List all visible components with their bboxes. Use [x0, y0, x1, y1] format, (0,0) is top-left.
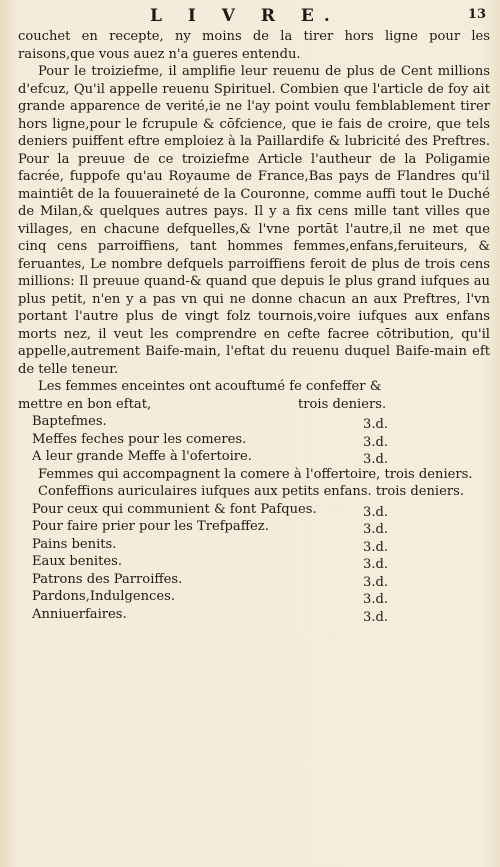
paragraph-continuation: couchet en recepte, ny moins de la tirer hors ligne pour les raisons,que vous auez n'a gueres entendu.	[18, 29, 490, 62]
fee-label: Meffes feches pour les comeres.	[32, 431, 247, 447]
fee-entry	[18, 588, 490, 606]
running-head	[0, 6, 500, 28]
fee-price: 3.d.	[363, 574, 389, 590]
fee-label: A leur grande Meffe à l'ofertoire.	[32, 449, 252, 464]
fee-price: 3.d.	[363, 609, 389, 625]
fee-price: 3.d.	[363, 452, 389, 467]
fee-label: Pardons,Indulgences.	[32, 589, 176, 604]
fee-entry	[18, 448, 490, 466]
fee-entry	[18, 606, 490, 624]
fee-label: Anniuerfaires.	[32, 606, 127, 622]
intro-right: trois deniers.	[298, 396, 387, 412]
fee-label: Eaux benites.	[32, 554, 122, 569]
fee-label: Patrons des Parroiffes.	[32, 571, 183, 587]
fee-label: Pour ceux qui communient & font Pafques.	[32, 501, 317, 517]
paragraph-confessions: Confeffions auriculaires iufques aux petits enfans. trois deniers.	[38, 484, 464, 499]
fee-label: Pains benits.	[32, 536, 117, 552]
paragraph-femmes: Femmes qui accompagnent la comere à l'offertoire, trois deniers.	[38, 466, 473, 482]
fee-entry	[18, 536, 490, 554]
fee-entry	[18, 413, 490, 431]
fee-price: 3.d.	[363, 539, 389, 555]
fee-price: 3.d.	[363, 557, 389, 572]
fee-price: 3.d.	[363, 592, 389, 607]
fee-list-a	[18, 413, 490, 466]
intro-left: mettre en bon eftat,	[18, 396, 152, 412]
fee-entry	[18, 501, 490, 519]
paragraph-third-point: Pour le troiziefme, il amplifie leur reuenu de plus de Cent millions d'efcuz, Qu'il appelle reuenu Spirituel. Combien que l'article de foy ait grande apparence de verité,ie ne l'ay point voulu femblablement tirer hors ligne,pour le fcrupule & cōfcience, que ie fais de croire, que tels deniers puiffent eftre emploiez à la Paillardife & lubricité des Preftres. Pour la preuue de ce troiziefme Article l'autheur de la Poligamie facrée, fuppofe qu'au Royaume de France,Bas pays de Flandres qu'il maintiêt de la fouueraineté de la Couronne, comme auffi tout le Duché de Milan,& quelques autres pays. Il y a fix cens mille tant villes que villages, en chacune defquelles,& l'vne portāt l'autre,il ne met que cinq cens parroiffiens, tant hommes femmes,enfans,feruiteurs, & feruantes, Le nombre defquels parroiffiens feroit de plus de trois cens millions: Il preuue quand-& quand que depuis le plus grand iufques au plus petit, n'en y a pas vn qui ne donne chacun an aux Preftres, l'vn portant l'autre plus de vingt folz tournois,voire iufques aux enfans morts nez, il veut les comprendre en cefte facree cōtribution, qu'il appelle,autrement Baife-main, l'eftat du reuenu duquel Baife-main eft de telle teneur.	[18, 64, 490, 377]
intro-line: Les femmes enceintes ont acouftumé fe confeffer &	[38, 379, 382, 394]
fee-entry	[18, 553, 490, 571]
running-title: L I V R E.	[150, 6, 340, 26]
fee-entry	[18, 571, 490, 589]
fee-list-b	[18, 501, 490, 624]
fee-price: 3.d.	[363, 504, 389, 520]
fee-label: Pour faire prier pour les Trefpaffez.	[32, 519, 269, 534]
body-text	[18, 28, 490, 623]
fee-entry	[18, 431, 490, 449]
fee-label: Baptefmes.	[32, 414, 107, 429]
fee-entry	[18, 518, 490, 536]
fee-price: 3.d.	[363, 434, 389, 450]
fee-price: 3.d.	[363, 417, 389, 432]
fee-price: 3.d.	[363, 522, 389, 537]
intro-line-2	[18, 396, 490, 414]
page-number: 13	[467, 7, 486, 22]
